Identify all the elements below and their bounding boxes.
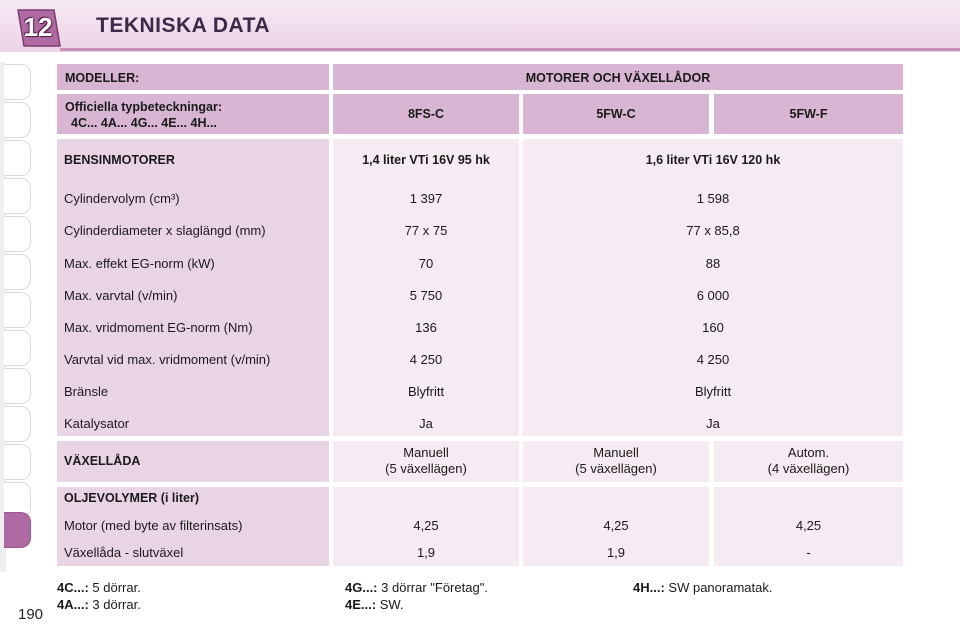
chapter-tab[interactable] — [4, 330, 31, 366]
page-title: TEKNISKA DATA — [96, 14, 271, 37]
footnote — [57, 597, 141, 613]
spec-value: 4 250 — [696, 352, 730, 367]
engines-header: MOTORER OCH VÄXELLÅDOR — [333, 64, 903, 90]
chapter-tab[interactable] — [4, 102, 31, 138]
oil-volumes-label: OLJEVOLYMER (i liter) — [64, 491, 199, 505]
chapter-tab[interactable] — [4, 254, 31, 290]
footnote-code: 4A...: — [57, 597, 89, 612]
engine-name: 1,6 liter VTi 16V 120 hk — [645, 153, 781, 167]
chapter-tab-active[interactable] — [4, 512, 31, 548]
spec-label: Bränsle — [64, 384, 109, 399]
footnote-code: 4G...: — [345, 580, 378, 595]
type-code: 8FS-C — [333, 94, 519, 134]
spec-value: Blyfritt — [407, 384, 445, 399]
spec-value: Blyfritt — [694, 384, 732, 399]
spec-label: Cylinderdiameter x slaglängd (mm) — [64, 223, 266, 238]
spec-value: 77 x 75 — [404, 223, 448, 238]
oil-value: 1,9 — [606, 545, 626, 560]
chapter-tab[interactable] — [4, 444, 31, 480]
gearbox-label: VÄXELLÅDA — [57, 441, 329, 482]
footnote-text: 3 dörrar. — [92, 597, 141, 612]
oil-value: 4,25 — [603, 518, 629, 533]
footnote — [57, 580, 141, 596]
oil-value: 4,25 — [413, 518, 439, 533]
type-code: 5FW-C — [523, 94, 709, 134]
gearbox-cell — [333, 441, 519, 482]
footnote-code: 4E...: — [345, 597, 377, 612]
gearbox-cell — [714, 441, 903, 482]
gearbox-type: Manuell — [403, 445, 449, 460]
spec-value: 5 750 — [409, 288, 443, 303]
oil-value: - — [806, 545, 811, 560]
type-code: 5FW-F — [714, 94, 903, 134]
spec-value: 77 x 85,8 — [686, 223, 740, 238]
spec-value: Ja — [706, 416, 720, 431]
spec-value: 1 598 — [696, 191, 730, 206]
gearbox-gears: (4 växellägen) — [767, 461, 850, 476]
gearbox-gears: (5 växellägen) — [575, 461, 657, 476]
gearbox-gears: (5 växellägen) — [385, 461, 467, 476]
spec-label: Max. effekt EG-norm (kW) — [64, 256, 215, 271]
chapter-tab[interactable] — [4, 292, 31, 328]
spec-value: Ja — [419, 416, 433, 431]
footnote-code: 4C...: — [57, 580, 89, 595]
spec-value: 136 — [415, 320, 437, 335]
spec-label: Katalysator — [64, 416, 130, 431]
spec-value: 70 — [418, 256, 434, 271]
footnote-text: 3 dörrar "Företag". — [381, 580, 488, 595]
footnote-text: 5 dörrar. — [92, 580, 141, 595]
footnote — [633, 580, 772, 596]
gearbox-cell — [523, 441, 709, 482]
engine-name: 1,4 liter VTi 16V 95 hk — [362, 153, 490, 167]
page-number: 190 — [18, 606, 44, 623]
footnote — [345, 580, 488, 596]
footnote-text: SW panoramatak. — [668, 580, 773, 595]
spec-value: 4 250 — [409, 352, 443, 367]
oil-row-label: Växellåda - slutväxel — [64, 545, 184, 560]
spec-label: Varvtal vid max. vridmoment (v/min) — [64, 352, 271, 367]
spec-value: 160 — [702, 320, 724, 335]
spec-label: Max. vridmoment EG-norm (Nm) — [64, 320, 253, 335]
footnote-text: SW. — [379, 597, 404, 612]
chapter-tab[interactable] — [4, 178, 31, 214]
models-header: MODELLER: — [57, 64, 329, 90]
gearbox-type: Autom. — [787, 445, 830, 460]
chapter-tab[interactable] — [4, 368, 31, 404]
spec-value: 1 397 — [409, 191, 443, 206]
chapter-number: 12 — [23, 12, 53, 42]
oil-value: 1,9 — [416, 545, 436, 560]
footnote — [345, 597, 404, 613]
spec-label: Cylindervolym (cm³) — [64, 191, 180, 206]
spec-value: 88 — [705, 256, 721, 271]
oil-value: 4,25 — [795, 518, 822, 533]
chapter-tabs — [0, 62, 34, 572]
official-designations-cell — [57, 94, 329, 134]
header-rule — [60, 48, 960, 51]
footnote-code: 4H...: — [633, 580, 665, 595]
petrol-engines-label: BENSINMOTORER — [64, 153, 175, 167]
official-designations-label: Officiella typbeteckningar: — [65, 100, 222, 114]
chapter-tab[interactable] — [4, 140, 31, 176]
official-designations-codes: 4C... 4A... 4G... 4E... 4H... — [71, 116, 217, 130]
spec-value: 6 000 — [696, 288, 730, 303]
chapter-tab[interactable] — [4, 64, 31, 100]
chapter-tab[interactable] — [4, 406, 31, 442]
oil-row-label: Motor (med byte av filterinsats) — [64, 518, 243, 533]
spec-label: Max. varvtal (v/min) — [64, 288, 178, 303]
chapter-tab[interactable] — [4, 216, 31, 252]
gearbox-type: Manuell — [593, 445, 639, 460]
